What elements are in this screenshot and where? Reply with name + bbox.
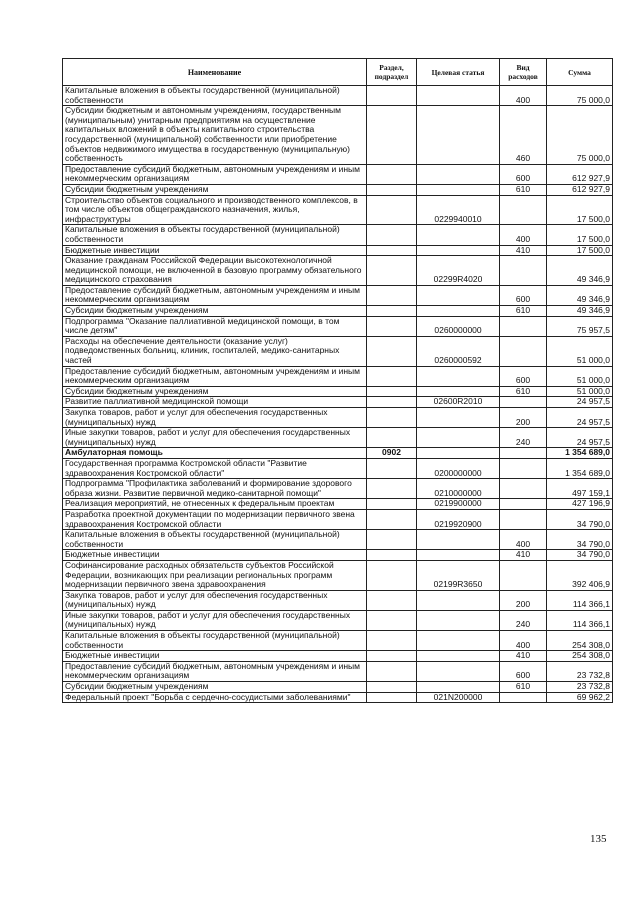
row-type-cell: 600 (500, 366, 547, 386)
row-sum-cell: 612 927,9 (547, 164, 613, 184)
row-name-cell: Софинансирование расходных обязательств субъектов Российской Федерации, возникающих при реализации региональных программ модернизации первичного звена здравоохранения (63, 560, 367, 590)
row-name-cell: Капитальные вложения в объекты государственной (муниципальной) собственности (63, 225, 367, 245)
table-row (63, 651, 613, 662)
row-sum-cell: 427 196,9 (547, 499, 613, 510)
row-section-cell (367, 610, 417, 630)
row-section-cell (367, 164, 417, 184)
row-type-cell: 410 (500, 245, 547, 256)
table-row (63, 408, 613, 428)
row-sum-cell: 114 366,1 (547, 610, 613, 630)
row-name-cell: Субсидии бюджетным учреждениям (63, 306, 367, 317)
row-sum-cell: 114 366,1 (547, 590, 613, 610)
row-name-cell: Предоставление субсидий бюджетным, автономным учреждениям и иным некоммерческим организациям (63, 366, 367, 386)
table-row (63, 499, 613, 510)
row-type-cell: 240 (500, 610, 547, 630)
row-sum-cell: 34 790,0 (547, 550, 613, 561)
row-target-cell (417, 408, 500, 428)
table-row (63, 428, 613, 448)
row-sum-cell: 49 346,9 (547, 256, 613, 286)
row-section-cell (367, 225, 417, 245)
row-target-cell (417, 651, 500, 662)
row-section-cell (367, 682, 417, 693)
row-type-cell (500, 195, 547, 225)
row-sum-cell: 17 500,0 (547, 245, 613, 256)
row-type-cell: 200 (500, 408, 547, 428)
row-name-cell: Реализация мероприятий, не отнесенных к федеральным проектам (63, 499, 367, 510)
row-type-cell: 410 (500, 550, 547, 561)
row-name-cell: Амбулаторная помощь (63, 448, 367, 459)
row-target-cell: 02600R2010 (417, 397, 500, 408)
row-name-cell: Федеральный проект "Борьба с сердечно-сосудистыми заболеваниями" (63, 692, 367, 703)
row-sum-cell: 51 000,0 (547, 386, 613, 397)
row-section-cell (367, 550, 417, 561)
row-name-cell: Бюджетные инвестиции (63, 550, 367, 561)
table-row (63, 256, 613, 286)
table-row (63, 661, 613, 681)
row-name-cell: Разработка проектной документации по модернизации первичного звена здравоохранения Костромской области (63, 509, 367, 529)
table-row (63, 397, 613, 408)
page-number: 135 (590, 833, 607, 845)
header-section: Раздел, подраздел (367, 59, 417, 86)
row-type-cell (500, 336, 547, 366)
row-sum-cell: 24 957,5 (547, 397, 613, 408)
row-sum-cell: 49 346,9 (547, 306, 613, 317)
row-target-cell (417, 530, 500, 550)
row-target-cell (417, 164, 500, 184)
row-type-cell: 400 (500, 225, 547, 245)
row-section-cell (367, 428, 417, 448)
row-target-cell: 0229940010 (417, 195, 500, 225)
row-name-cell: Бюджетные инвестиции (63, 245, 367, 256)
row-type-cell: 600 (500, 164, 547, 184)
row-type-cell: 400 (500, 631, 547, 651)
row-sum-cell: 23 732,8 (547, 661, 613, 681)
row-target-cell (417, 86, 500, 106)
table-row (63, 386, 613, 397)
table-row (63, 458, 613, 478)
row-target-cell (417, 448, 500, 459)
row-target-cell (417, 428, 500, 448)
row-type-cell: 610 (500, 306, 547, 317)
row-target-cell (417, 661, 500, 681)
row-type-cell (500, 397, 547, 408)
row-target-cell (417, 225, 500, 245)
row-type-cell (500, 499, 547, 510)
row-name-cell: Государственная программа Костромской области "Развитие здравоохранения Костромской области" (63, 458, 367, 478)
row-target-cell (417, 386, 500, 397)
row-target-cell: 0260000000 (417, 316, 500, 336)
row-sum-cell: 24 957,5 (547, 428, 613, 448)
row-sum-cell: 254 308,0 (547, 651, 613, 662)
row-sum-cell: 75 000,0 (547, 106, 613, 165)
row-name-cell: Субсидии бюджетным учреждениям (63, 184, 367, 195)
row-section-cell (367, 499, 417, 510)
row-section-cell (367, 408, 417, 428)
table-row (63, 366, 613, 386)
row-target-cell (417, 285, 500, 305)
row-type-cell: 460 (500, 106, 547, 165)
row-name-cell: Субсидии бюджетным учреждениям (63, 386, 367, 397)
row-sum-cell: 51 000,0 (547, 366, 613, 386)
table-row (63, 692, 613, 703)
table-row (63, 225, 613, 245)
row-target-cell (417, 590, 500, 610)
row-name-cell: Предоставление субсидий бюджетным, автономным учреждениям и иным некоммерческим организациям (63, 164, 367, 184)
row-type-cell (500, 692, 547, 703)
row-name-cell: Развитие паллиативной медицинской помощи (63, 397, 367, 408)
table-row (63, 285, 613, 305)
row-type-cell: 400 (500, 530, 547, 550)
row-target-cell: 0260000592 (417, 336, 500, 366)
table-row (63, 509, 613, 529)
row-type-cell (500, 448, 547, 459)
row-type-cell: 240 (500, 428, 547, 448)
row-sum-cell: 34 790,0 (547, 509, 613, 529)
table-row (63, 448, 613, 459)
row-target-cell: 0219900000 (417, 499, 500, 510)
table-row (63, 106, 613, 165)
row-type-cell: 400 (500, 86, 547, 106)
table-row (63, 560, 613, 590)
row-name-cell: Субсидии бюджетным и автономным учреждениям, государственным (муниципальным) унитарным предприятиям на осуществление капитальных вложений в объекты капитального строительства государственной (муниципальной) собственности или приобретение объектов недвижимого имущества в государственную (муниципальную) собственность (63, 106, 367, 165)
row-type-cell: 610 (500, 386, 547, 397)
row-sum-cell: 34 790,0 (547, 530, 613, 550)
row-section-cell (367, 397, 417, 408)
row-type-cell (500, 560, 547, 590)
row-sum-cell: 1 354 689,0 (547, 448, 613, 459)
row-name-cell: Предоставление субсидий бюджетным, автономным учреждениям и иным некоммерческим организациям (63, 661, 367, 681)
row-section-cell (367, 458, 417, 478)
row-name-cell: Подпрограмма "Профилактика заболеваний и формирование здорового образа жизни. Развитие первичной медико-санитарной помощи" (63, 479, 367, 499)
table-row (63, 245, 613, 256)
row-type-cell: 410 (500, 651, 547, 662)
table-row (63, 164, 613, 184)
row-section-cell (367, 106, 417, 165)
row-section-cell (367, 530, 417, 550)
table-row (63, 316, 613, 336)
row-sum-cell: 75 000,0 (547, 86, 613, 106)
row-section-cell (367, 509, 417, 529)
row-sum-cell: 497 159,1 (547, 479, 613, 499)
row-name-cell: Капитальные вложения в объекты государственной (муниципальной) собственности (63, 86, 367, 106)
row-name-cell: Капитальные вложения в объекты государственной (муниципальной) собственности (63, 530, 367, 550)
row-target-cell (417, 245, 500, 256)
row-name-cell: Капитальные вложения в объекты государственной (муниципальной) собственности (63, 631, 367, 651)
row-sum-cell: 69 962,2 (547, 692, 613, 703)
row-name-cell: Оказание гражданам Российской Федерации высокотехнологичной медицинской помощи, не включенной в базовую программу обязательного медицинского страхования (63, 256, 367, 286)
row-sum-cell: 17 500,0 (547, 225, 613, 245)
header-sum: Сумма (547, 59, 613, 86)
row-name-cell: Строительство объектов социального и производственного комплексов, в том числе объектов общегражданского назначения, жилья, инфраструктуры (63, 195, 367, 225)
row-type-cell (500, 316, 547, 336)
row-target-cell: 021N200000 (417, 692, 500, 703)
row-sum-cell: 17 500,0 (547, 195, 613, 225)
header-target: Целевая статья (417, 59, 500, 86)
row-target-cell: 02299R4020 (417, 256, 500, 286)
budget-table (62, 58, 613, 703)
table-row (63, 184, 613, 195)
row-section-cell (367, 631, 417, 651)
row-target-cell: 0200000000 (417, 458, 500, 478)
header-name: Наименование (63, 59, 367, 86)
table-row (63, 336, 613, 366)
row-type-cell: 200 (500, 590, 547, 610)
row-sum-cell: 49 346,9 (547, 285, 613, 305)
row-name-cell: Закупка товаров, работ и услуг для обеспечения государственных (муниципальных) нужд (63, 590, 367, 610)
row-section-cell (367, 661, 417, 681)
table-row (63, 590, 613, 610)
row-target-cell (417, 631, 500, 651)
row-section-cell (367, 560, 417, 590)
table-header-row (63, 59, 613, 86)
row-target-cell (417, 306, 500, 317)
row-type-cell: 610 (500, 682, 547, 693)
row-section-cell (367, 245, 417, 256)
row-target-cell (417, 106, 500, 165)
header-type: Вид расходов (500, 59, 547, 86)
row-name-cell: Субсидии бюджетным учреждениям (63, 682, 367, 693)
row-sum-cell: 75 957,5 (547, 316, 613, 336)
row-section-cell (367, 336, 417, 366)
row-name-cell: Закупка товаров, работ и услуг для обеспечения государственных (муниципальных) нужд (63, 408, 367, 428)
row-sum-cell: 1 354 689,0 (547, 458, 613, 478)
row-name-cell: Предоставление субсидий бюджетным, автономным учреждениям и иным некоммерческим организациям (63, 285, 367, 305)
table-row (63, 479, 613, 499)
row-section-cell (367, 184, 417, 195)
row-type-cell (500, 509, 547, 529)
row-name-cell: Подпрограмма "Оказание паллиативной медицинской помощи, в том числе детям" (63, 316, 367, 336)
table-row (63, 195, 613, 225)
row-type-cell: 600 (500, 285, 547, 305)
row-sum-cell: 23 732,8 (547, 682, 613, 693)
row-sum-cell: 254 308,0 (547, 631, 613, 651)
row-target-cell: 0219920900 (417, 509, 500, 529)
row-sum-cell: 612 927,9 (547, 184, 613, 195)
row-sum-cell: 51 000,0 (547, 336, 613, 366)
row-target-cell (417, 184, 500, 195)
row-sum-cell: 24 957,5 (547, 408, 613, 428)
row-name-cell: Расходы на обеспечение деятельности (оказание услуг) подведомственных больниц, клиник, госпиталей, медико-санитарных частей (63, 336, 367, 366)
row-target-cell (417, 366, 500, 386)
row-target-cell: 02199R3650 (417, 560, 500, 590)
table-row (63, 682, 613, 693)
row-type-cell (500, 458, 547, 478)
row-section-cell (367, 692, 417, 703)
table-row (63, 550, 613, 561)
row-section-cell (367, 86, 417, 106)
row-name-cell: Бюджетные инвестиции (63, 651, 367, 662)
row-section-cell (367, 306, 417, 317)
row-section-cell (367, 366, 417, 386)
row-section-cell (367, 195, 417, 225)
row-target-cell (417, 550, 500, 561)
table-row (63, 86, 613, 106)
row-section-cell (367, 285, 417, 305)
table-body (63, 86, 613, 703)
row-name-cell: Иные закупки товаров, работ и услуг для обеспечения государственных (муниципальных) нужд (63, 610, 367, 630)
row-sum-cell: 392 406,9 (547, 560, 613, 590)
table-row (63, 610, 613, 630)
row-type-cell: 600 (500, 661, 547, 681)
row-section-cell (367, 386, 417, 397)
row-section-cell (367, 651, 417, 662)
table-row (63, 631, 613, 651)
row-type-cell: 610 (500, 184, 547, 195)
table-row (63, 530, 613, 550)
row-section-cell (367, 479, 417, 499)
row-target-cell: 0210000000 (417, 479, 500, 499)
row-target-cell (417, 610, 500, 630)
row-section-cell: 0902 (367, 448, 417, 459)
row-section-cell (367, 256, 417, 286)
row-name-cell: Иные закупки товаров, работ и услуг для обеспечения государственных (муниципальных) нужд (63, 428, 367, 448)
row-target-cell (417, 682, 500, 693)
row-section-cell (367, 590, 417, 610)
row-type-cell (500, 479, 547, 499)
row-type-cell (500, 256, 547, 286)
table-row (63, 306, 613, 317)
row-section-cell (367, 316, 417, 336)
